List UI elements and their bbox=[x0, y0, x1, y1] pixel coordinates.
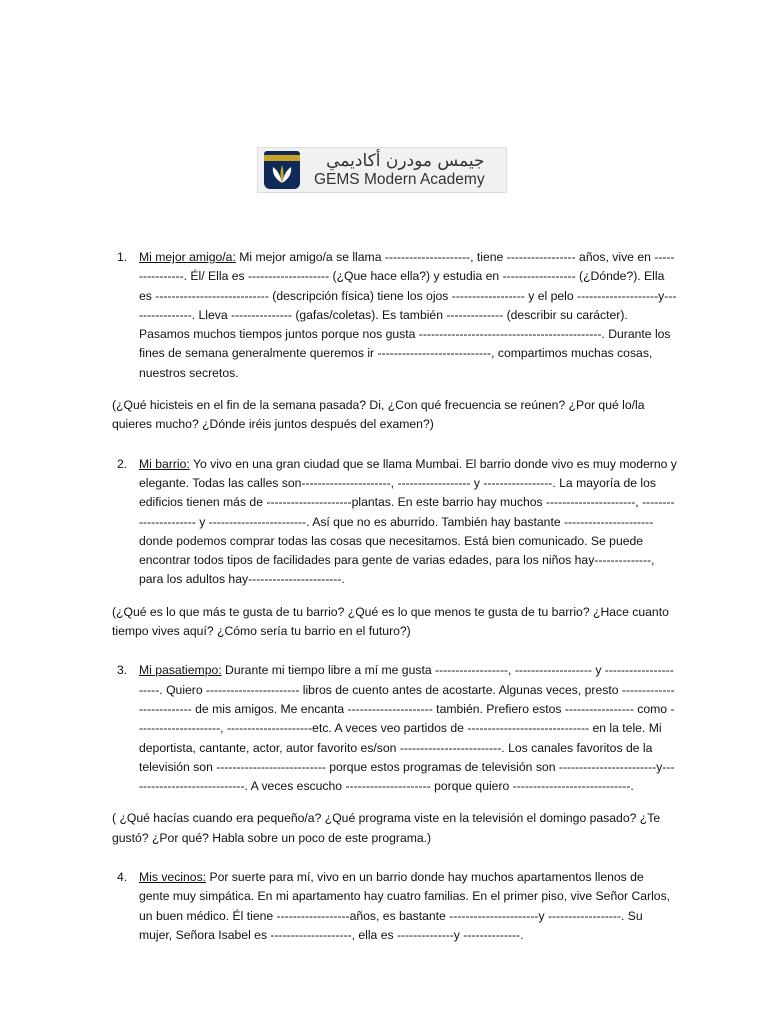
section-number: 3. bbox=[117, 663, 128, 678]
section-title: Mi pasatiempo: bbox=[139, 663, 222, 678]
section-body: Por suerte para mí, vivo en un barrio donde hay muchos apartamentos llenos de gente muy simpática. En mi apartamento hay cuatro familias. En el primer piso, vive Señor Carlos, un buen médico. Él tiene ------------------años, es bastante ----------------------y ------------------. Su mujer, Señora Isabel es --------------------, ella es --------------y --------------. bbox=[139, 870, 671, 942]
section-3 bbox=[117, 661, 677, 796]
section-number: 1. bbox=[117, 250, 128, 264]
section-question: (¿Qué es lo que más te gusta de tu barrio? ¿Qué es lo que menos te gusta de tu barrio? ¿Hace cuanto tiempo vives aquí? ¿Cómo sería tu barrio en el futuro?) bbox=[112, 604, 669, 639]
section-title: Mi barrio: bbox=[139, 456, 190, 471]
section-body: Yo vivo en una gran ciudad que se llama Mumbai. El barrio donde vivo es muy moderno y elegante. Todas las calles son----------------------, ------------------ y -----------------. La mayoría de los edificios tienen más de ---------------------plantas. En este barrio hay muchos ----------------------, ---------------------- y ------------------------. Así que no es aburrido. También hay bastante ---------------------- donde podemos comprar todas las cosas que necesitamos. Está bien comunicado. Se puede encontrar todos tipos de facilidades para gente de varias edades, para los niños hay--------------, para los adultos hay-----------------------. bbox=[139, 456, 677, 587]
section-title: Mi mejor amigo/a: bbox=[139, 250, 236, 264]
section-4 bbox=[117, 868, 677, 945]
crest-icon bbox=[264, 151, 300, 189]
section-body: Durante mi tiempo libre a mí me gusta ------------------, ------------------- y ----------------------. Quiero ----------------------- libros de cuento antes de acostarte. Algunas veces, presto -------------------------- de mis amigos. Me encanta --------------------- también. Prefiero estos ----------------- como ---------------------, ---------------------etc. A veces veo partidos de ------------------------------ en la tele. Mi deportista, cantante, actor, autor favorito es/son -------------------------. Los canales favoritos de la televisión son --------------------------- porque estos programas de televisión son ------------------------y-----------------------------. A veces escucho --------------------- porque quiero -----------------------------. bbox=[139, 663, 675, 794]
section-1 bbox=[117, 248, 677, 383]
logo-arabic-text: جيمس مودرن أكاديمي bbox=[326, 150, 485, 171]
worksheet-content bbox=[0, 248, 768, 945]
section-question: ( ¿Qué hacías cuando era pequeño/a? ¿Qué programa viste en la televisión el domingo pasado? ¿Te gustó? ¿Por qué? Habla sobre un poco de este programa.) bbox=[112, 811, 661, 845]
section-title: Mis vecinos: bbox=[139, 870, 207, 885]
school-logo bbox=[257, 147, 507, 193]
section-body: Mi mejor amigo/a se llama ---------------------, tiene ----------------- años, vive en ----------------. Él/ Ella es -------------------- (¿Que hace ella?) y estudia en ------------------ (¿Dónde?). Ella es ---------------------------- (descripción física) tiene los ojos ------------------ y el pelo --------------------y----------------. Lleva --------------- (gafas/coletas). Es también -------------- (describir su carácter). Pasamos muchos tiempos juntos porque nos gusta ---------------------------------------------. Durante los fines de semana generalmente queremos ir ----------------------------, compartimos muchas cosas, nuestros secretos. bbox=[139, 250, 677, 380]
section-number: 2. bbox=[117, 456, 128, 471]
section-question: (¿Qué hicisteis en el fin de la semana pasada? Di, ¿Con qué frecuencia se reúnen? ¿Por qué lo/la quieres mucho? ¿Dónde iréis juntos después del examen?) bbox=[112, 398, 645, 432]
logo-english-text: GEMS Modern Academy bbox=[314, 170, 485, 188]
section-2 bbox=[117, 455, 677, 590]
section-number: 4. bbox=[117, 870, 128, 885]
